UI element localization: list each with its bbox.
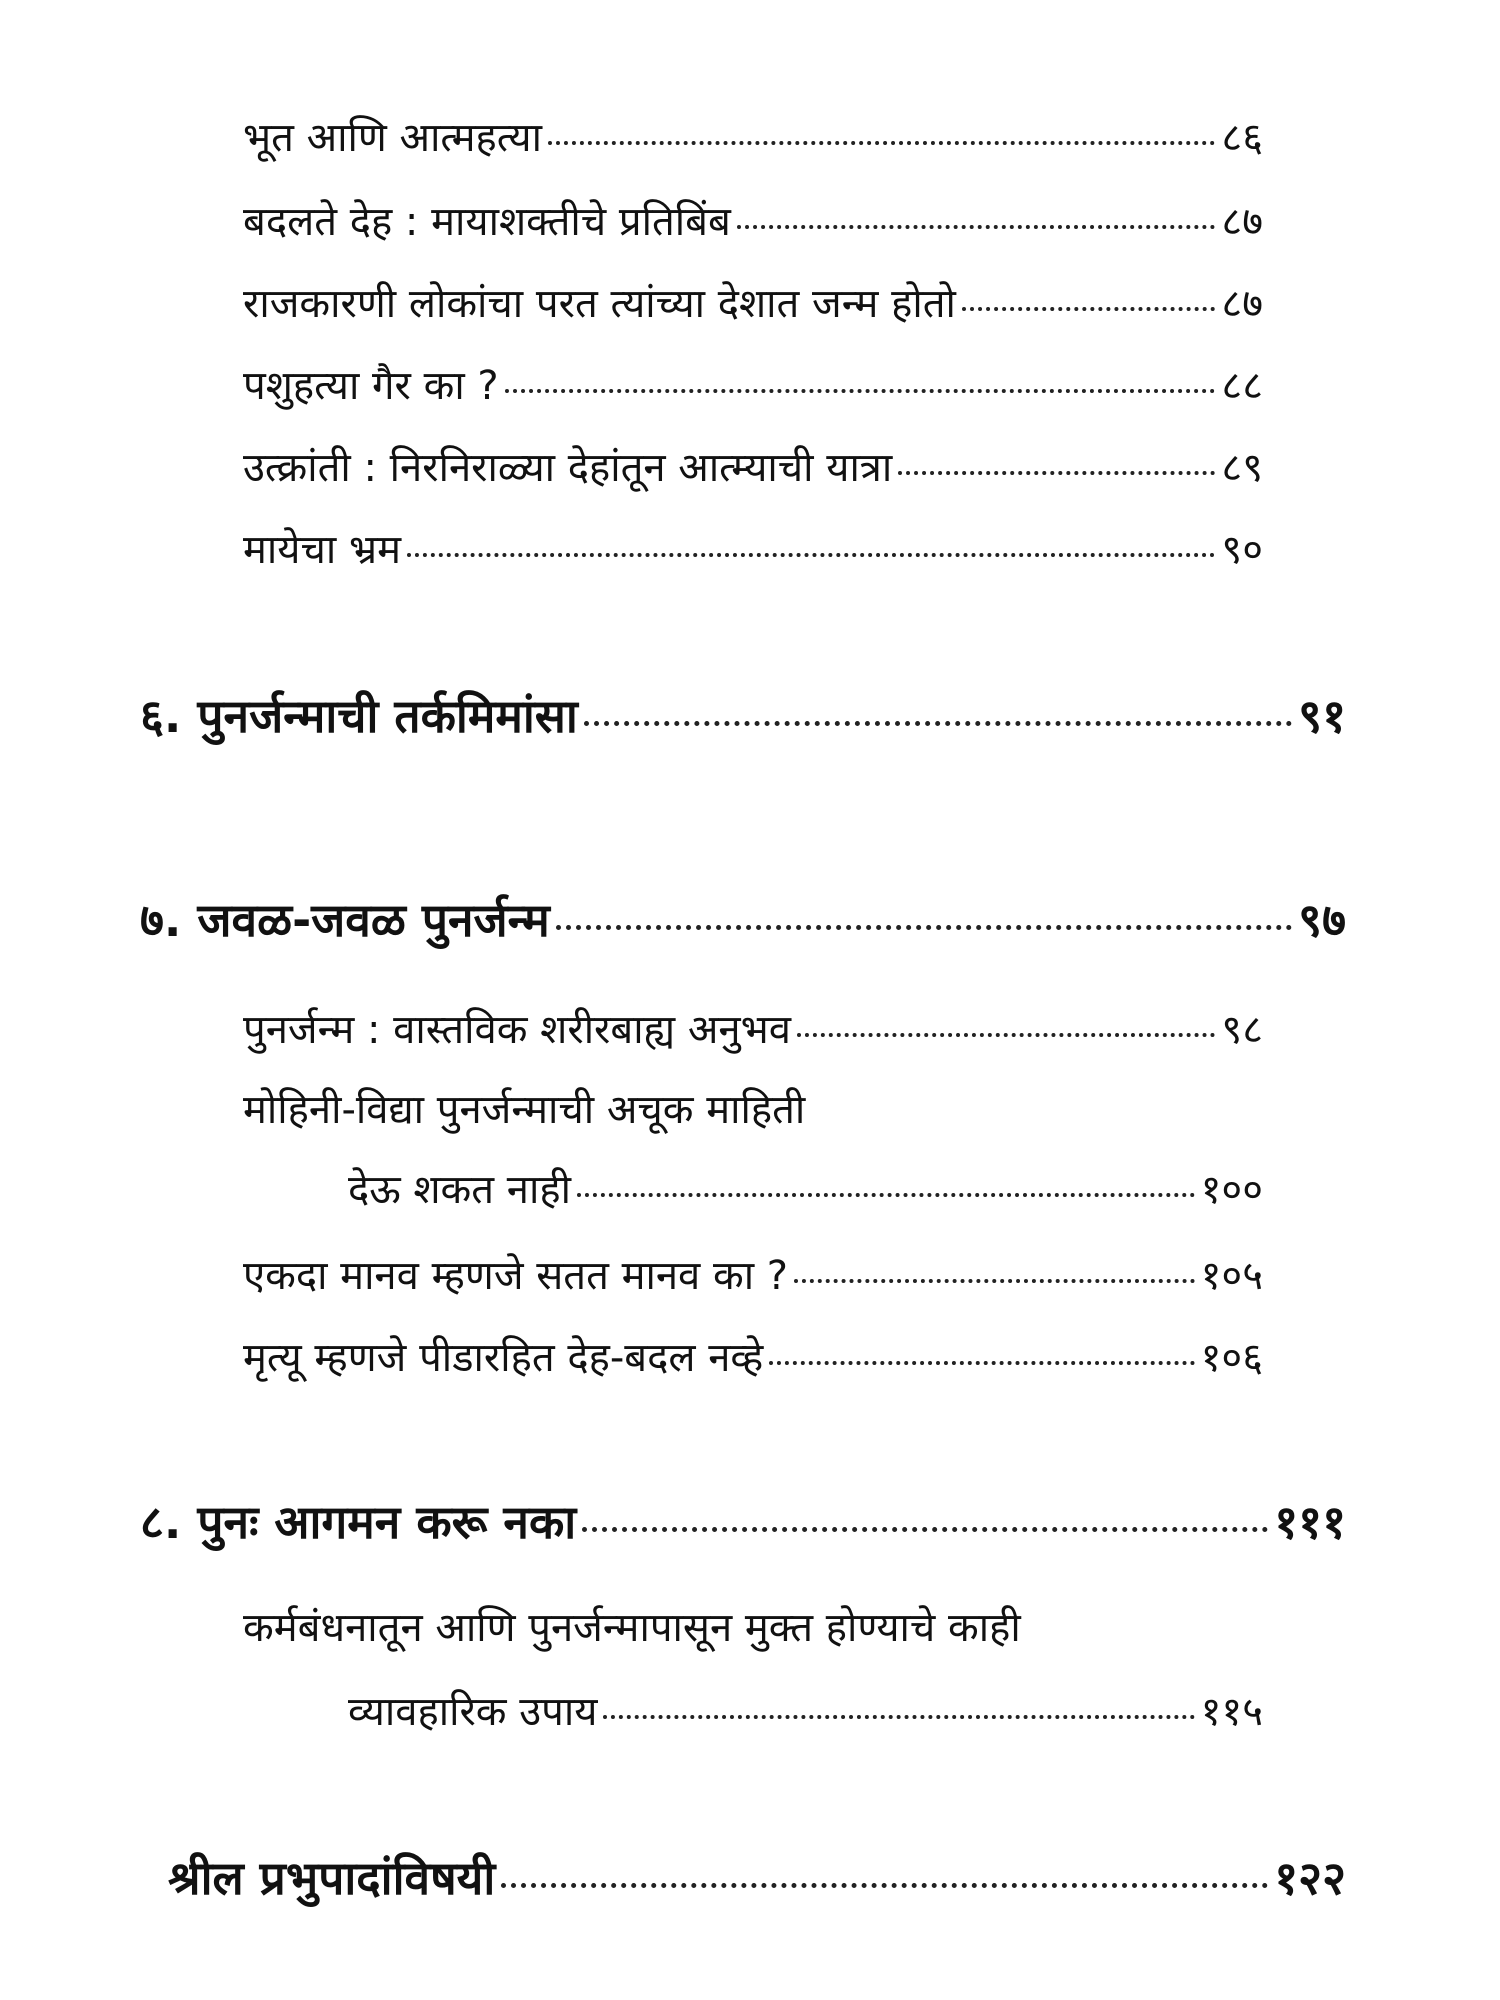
toc-chapter-6 bbox=[140, 684, 1346, 746]
dot-leader bbox=[556, 925, 1292, 930]
toc-chapter-7 bbox=[140, 888, 1346, 950]
toc-chapter-page: १२२ bbox=[1274, 1851, 1346, 1905]
toc-entry-page: ८७ bbox=[1221, 281, 1263, 327]
toc-entry-page: १०६ bbox=[1200, 1335, 1263, 1381]
toc-entry-title: देऊ शकत नाही bbox=[348, 1167, 571, 1213]
toc-entry-title: पशुहत्या गैर का ? bbox=[243, 363, 499, 409]
toc-entry-title: कर्मबंधनातून आणि पुनर्जन्मापासून मुक्त होण्याचे काही bbox=[243, 1605, 1021, 1651]
toc-entry-heading bbox=[243, 1598, 1263, 1653]
dot-leader bbox=[898, 471, 1215, 475]
toc-entry-title: पुनर्जन्म : वास्तविक शरीरबाह्य अनुभव bbox=[243, 1007, 791, 1053]
toc-entry bbox=[243, 1328, 1263, 1383]
toc-entry bbox=[243, 274, 1263, 329]
toc-entry-page: ९८ bbox=[1221, 1007, 1263, 1053]
toc-chapter-title: ८. पुनः आगमन करू नका bbox=[140, 1495, 577, 1549]
dot-leader bbox=[794, 1279, 1195, 1283]
toc-entry-page: १०० bbox=[1200, 1167, 1263, 1213]
toc-entry-page: ८७ bbox=[1221, 199, 1263, 245]
dot-leader bbox=[501, 1883, 1268, 1888]
dot-leader bbox=[769, 1361, 1194, 1365]
toc-entry-title: मायेचा भ्रम bbox=[243, 527, 401, 573]
toc-entry-title: मृत्यू म्हणजे पीडारहित देह-बदल नव्हे bbox=[243, 1335, 764, 1381]
toc-entry-page: ८६ bbox=[1221, 115, 1263, 161]
dot-leader bbox=[505, 389, 1216, 393]
toc-entry-title: मोहिनी-विद्या पुनर्जन्माची अचूक माहिती bbox=[243, 1087, 806, 1133]
dot-leader bbox=[407, 553, 1215, 557]
toc-chapter-8 bbox=[140, 1490, 1346, 1552]
toc-chapter-title: ७. जवळ-जवळ पुनर्जन्म bbox=[140, 893, 550, 947]
toc-entry-page: १०५ bbox=[1200, 1253, 1263, 1299]
dot-leader bbox=[584, 721, 1292, 726]
toc-entry-title: राजकारणी लोकांचा परत त्यांच्या देशात जन्म होतो bbox=[243, 281, 956, 327]
toc-entry bbox=[243, 438, 1263, 493]
toc-chapter-page: ९१ bbox=[1298, 689, 1346, 743]
toc-entry-page: ८९ bbox=[1221, 445, 1263, 491]
toc-entry bbox=[243, 192, 1263, 247]
toc-entry-continuation bbox=[348, 1682, 1263, 1737]
dot-leader bbox=[577, 1193, 1195, 1197]
toc-about bbox=[168, 1846, 1346, 1908]
toc-entry bbox=[243, 356, 1263, 411]
toc-entry-page: ११५ bbox=[1200, 1689, 1263, 1735]
toc-entry-continuation bbox=[348, 1160, 1263, 1215]
toc-entry-title: व्यावहारिक उपाय bbox=[348, 1689, 598, 1735]
dot-leader bbox=[962, 307, 1216, 311]
toc-entry-heading bbox=[243, 1080, 1263, 1135]
toc-chapter-page: ९७ bbox=[1298, 893, 1346, 947]
dot-leader bbox=[582, 1527, 1268, 1532]
toc-entry bbox=[243, 108, 1263, 163]
dot-leader bbox=[797, 1033, 1215, 1037]
toc-entry-page: ८८ bbox=[1221, 363, 1263, 409]
toc-entry bbox=[243, 520, 1263, 575]
toc-chapter-title: श्रील प्रभुपादांविषयी bbox=[168, 1851, 496, 1905]
dot-leader bbox=[603, 1715, 1194, 1719]
toc-entry-title: बदलते देह : मायाशक्तीचे प्रतिबिंब bbox=[243, 199, 731, 245]
toc-chapter-title: ६. पुनर्जन्माची तर्कमिमांसा bbox=[140, 689, 578, 743]
toc-entry-page: ९० bbox=[1221, 527, 1263, 573]
toc-entry-title: एकदा मानव म्हणजे सतत मानव का ? bbox=[243, 1253, 789, 1299]
dot-leader bbox=[548, 141, 1215, 145]
dot-leader bbox=[737, 225, 1216, 229]
toc-chapter-page: १११ bbox=[1274, 1495, 1346, 1549]
toc-entry-title: भूत आणि आत्महत्या bbox=[243, 115, 542, 161]
toc-entry bbox=[243, 1000, 1263, 1055]
toc-entry-title: उत्क्रांती : निरनिराळ्या देहांतून आत्म्याची यात्रा bbox=[243, 445, 893, 491]
toc-entry bbox=[243, 1246, 1263, 1301]
